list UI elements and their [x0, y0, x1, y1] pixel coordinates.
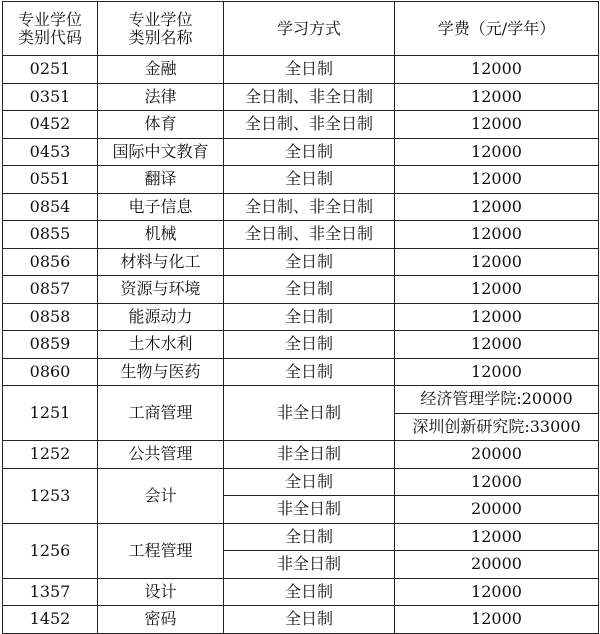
code-cell: 0453 — [3, 138, 98, 166]
table-row — [3, 331, 599, 359]
name-cell: 生物与医药 — [98, 358, 224, 386]
mode-cell: 全日制、非全日制 — [224, 221, 395, 249]
code-cell: 0351 — [3, 83, 98, 111]
mode-cell: 全日制、非全日制 — [224, 111, 395, 139]
mode-cell: 全日制 — [224, 358, 395, 386]
fee-cell: 12000 — [395, 193, 599, 221]
mode-cell: 全日制、非全日制 — [224, 83, 395, 111]
header-fee: 学费（元/学年） — [395, 2, 599, 56]
name-cell: 材料与化工 — [98, 248, 224, 276]
code-cell: 0860 — [3, 358, 98, 386]
header-row — [3, 2, 599, 56]
mode-cell: 全日制 — [224, 331, 395, 359]
header-name-line2: 类别名称 — [128, 27, 193, 47]
code-cell: 0858 — [3, 303, 98, 331]
name-cell: 会计 — [98, 468, 224, 523]
name-cell: 工商管理 — [98, 386, 224, 441]
code-cell: 0251 — [3, 56, 98, 84]
table-row — [3, 56, 599, 84]
mode-cell: 全日制 — [224, 578, 395, 606]
code-cell: 1252 — [3, 441, 98, 469]
mode-cell: 全日制 — [224, 276, 395, 304]
mode-cell: 非全日制 — [224, 551, 395, 579]
mode-cell: 全日制 — [224, 138, 395, 166]
table-row — [3, 221, 599, 249]
name-cell: 能源动力 — [98, 303, 224, 331]
name-cell: 工程管理 — [98, 523, 224, 578]
code-cell: 0856 — [3, 248, 98, 276]
tuition-table — [2, 1, 599, 634]
name-cell: 公共管理 — [98, 441, 224, 469]
fee-cell: 12000 — [395, 221, 599, 249]
fee-cell: 12000 — [395, 468, 599, 496]
mode-cell: 全日制 — [224, 606, 395, 634]
table-row — [3, 303, 599, 331]
table-row — [3, 248, 599, 276]
fee-cell: 12000 — [395, 331, 599, 359]
name-cell: 密码 — [98, 606, 224, 634]
mode-cell: 全日制 — [224, 468, 395, 496]
table-row — [3, 83, 599, 111]
mode-cell: 全日制 — [224, 303, 395, 331]
name-cell: 资源与环境 — [98, 276, 224, 304]
table-row — [3, 358, 599, 386]
header-code — [3, 2, 98, 56]
header-name — [98, 2, 224, 56]
table-row — [3, 138, 599, 166]
fee-cell: 12000 — [395, 303, 599, 331]
mode-cell: 非全日制 — [224, 496, 395, 524]
fee-cell: 12000 — [395, 276, 599, 304]
table-row — [3, 468, 599, 496]
name-cell: 机械 — [98, 221, 224, 249]
mode-cell: 全日制、非全日制 — [224, 193, 395, 221]
name-cell: 电子信息 — [98, 193, 224, 221]
fee-cell: 经济管理学院:20000 — [395, 386, 599, 414]
mode-cell: 全日制 — [224, 56, 395, 84]
code-cell: 1357 — [3, 578, 98, 606]
name-cell: 翻译 — [98, 166, 224, 194]
table-row — [3, 606, 599, 634]
header-code-line1: 专业学位 — [17, 9, 82, 29]
fee-cell: 12000 — [395, 166, 599, 194]
name-cell: 法律 — [98, 83, 224, 111]
code-cell: 1452 — [3, 606, 98, 634]
fee-cell: 深圳创新研究院:33000 — [395, 413, 599, 441]
fee-cell: 12000 — [395, 606, 599, 634]
table-row — [3, 166, 599, 194]
name-cell: 国际中文教育 — [98, 138, 224, 166]
mode-cell: 非全日制 — [224, 386, 395, 441]
table-row — [3, 276, 599, 304]
table-row — [3, 523, 599, 551]
header-code-line2: 类别代码 — [17, 27, 82, 47]
mode-cell: 非全日制 — [224, 441, 395, 469]
header-mode: 学习方式 — [224, 2, 395, 56]
fee-cell: 12000 — [395, 248, 599, 276]
name-cell: 体育 — [98, 111, 224, 139]
code-cell: 0857 — [3, 276, 98, 304]
code-cell: 0859 — [3, 331, 98, 359]
name-cell: 土木水利 — [98, 331, 224, 359]
header-name-line1: 专业学位 — [128, 9, 193, 29]
table-row — [3, 441, 599, 469]
code-cell: 0855 — [3, 221, 98, 249]
mode-cell: 全日制 — [224, 248, 395, 276]
fee-cell: 12000 — [395, 83, 599, 111]
fee-cell: 20000 — [395, 551, 599, 579]
code-cell: 0551 — [3, 166, 98, 194]
code-cell: 1251 — [3, 386, 98, 441]
fee-cell: 12000 — [395, 523, 599, 551]
table-row — [3, 193, 599, 221]
fee-cell: 12000 — [395, 578, 599, 606]
fee-cell: 12000 — [395, 111, 599, 139]
fee-cell: 12000 — [395, 358, 599, 386]
name-cell: 金融 — [98, 56, 224, 84]
code-cell: 0452 — [3, 111, 98, 139]
fee-cell: 20000 — [395, 441, 599, 469]
mode-cell: 全日制 — [224, 523, 395, 551]
table-row — [3, 111, 599, 139]
table-row — [3, 578, 599, 606]
code-cell: 0854 — [3, 193, 98, 221]
code-cell: 1253 — [3, 468, 98, 523]
fee-cell: 12000 — [395, 56, 599, 84]
fee-cell: 20000 — [395, 496, 599, 524]
code-cell: 1256 — [3, 523, 98, 578]
fee-cell: 12000 — [395, 138, 599, 166]
table-row — [3, 386, 599, 414]
mode-cell: 全日制 — [224, 166, 395, 194]
name-cell: 设计 — [98, 578, 224, 606]
